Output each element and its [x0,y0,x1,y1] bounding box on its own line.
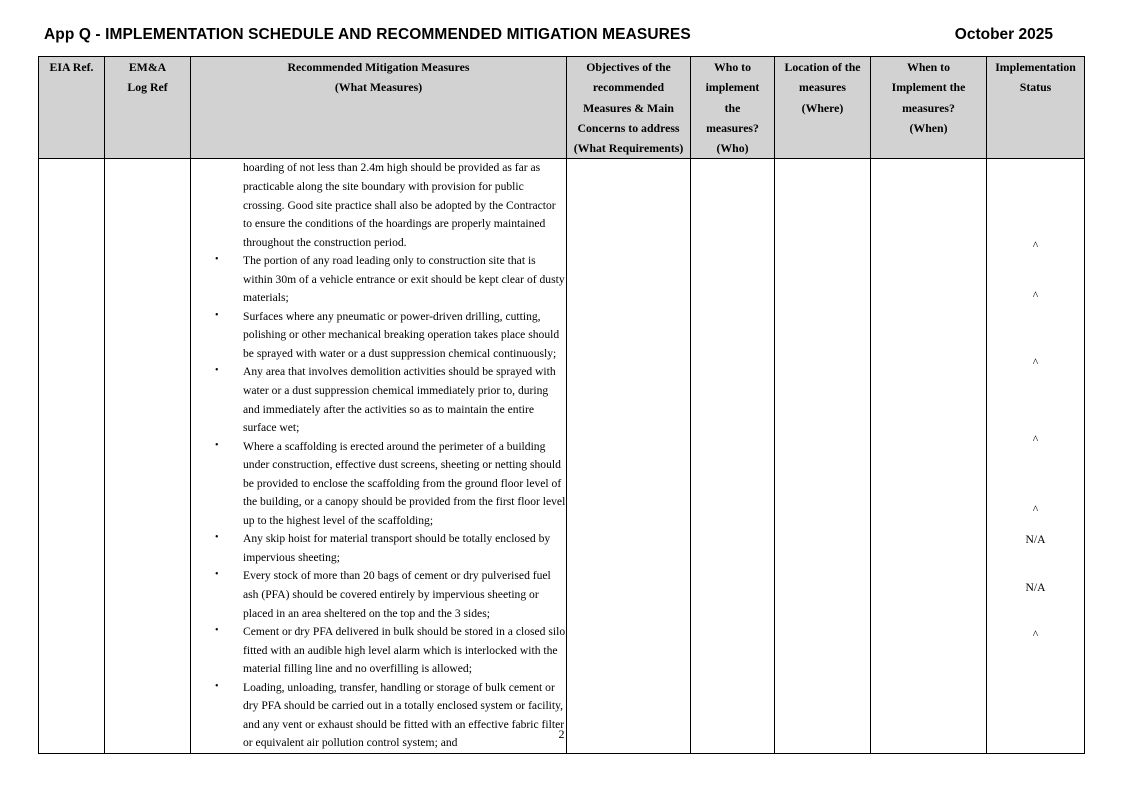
column-header-where-line3: (Where) [801,100,844,115]
list-item: • The portion of any road leading only to construction site that is within 30m of a vehicle entrance or exit should be kept clear of dusty materials; [243,252,566,308]
list-item: • Loading, unloading, transfer, handling or storage of bulk cement or dry PFA should be carried out in a totally enclosed system or facility, and any vent or exhaust should be fitted with an effective fabric filter or equivalent air pollution control system; and [243,679,566,753]
column-header-eia-ref [39,57,105,159]
column-header-where-line1: Location of the [784,60,861,74]
column-header-implementation-status [987,57,1085,159]
table-header [39,57,1085,159]
column-header-who-line3: the [724,100,741,115]
list-item: • Where a scaffolding is erected around the perimeter of a building under construction, effective dust screens, sheeting or netting should be provided to enclose the scaffolding from the ground floor level of the building, or a canopy should be provided from the first floor level up to the highest level of the scaffolding; [243,438,566,531]
column-header-measures-line2: (What Measures) [334,80,423,95]
column-header-where [775,57,871,159]
column-header-who-line4: measures? [706,120,759,135]
column-header-who-line5: (Who) [716,141,749,156]
status-badge: ^ [1032,356,1039,370]
column-header-measures-line1: Recommended Mitigation Measures [287,60,470,74]
cell-where [775,159,871,754]
column-header-objectives-line3: Measures & Main [583,100,674,115]
header-date: October 2025 [954,26,1053,43]
list-item: • Cement or dry PFA delivered in bulk should be stored in a closed silo fitted with an audible high level alarm which is interlocked with the material filling line and no overfilling is allowed; [243,623,566,679]
header-title: App Q - IMPLEMENTATION SCHEDULE AND RECOMMENDED MITIGATION MEASURES [44,26,691,43]
list-item: • Any area that involves demolition activities should be sprayed with water or a dust suppression chemical immediately prior to, during and immediately after the activities so as to maintain the entire surface wet; [243,363,566,437]
page-number: 2 [558,727,565,741]
column-header-objectives-line5: (What Requirements) [573,141,684,156]
status-badge: ^ [1032,628,1039,642]
column-header-measures [191,57,567,159]
column-header-when-line2: Implement the [891,80,966,95]
list-item: • Every stock of more than 20 bags of cement or dry pulverised fuel ash (PFA) should be covered entirely by impervious sheeting or placed in an area sheltered on the top and the 3 sides; [243,567,566,623]
column-header-who [691,57,775,159]
table-body [39,159,1085,754]
column-header-objectives-line2: recommended [592,80,665,95]
implementation-schedule-table [38,56,1085,754]
cell-objectives [567,159,691,754]
column-header-where-line2: measures [799,80,846,95]
cell-implementation-status [987,159,1085,754]
status-badge: N/A [1025,533,1046,547]
column-header-objectives-line1: Objectives of the [586,60,671,74]
status-badge: ^ [1032,503,1039,517]
column-header-emna-log-ref-line1: EM&A [128,60,167,74]
status-badge: ^ [1032,289,1039,303]
table-row [39,159,1085,754]
column-header-eia-ref-line1: EIA Ref. [49,60,94,74]
column-header-when-line4: (When) [909,120,948,135]
column-header-implementation-status-line2: Status [1019,80,1052,95]
cell-eia-ref [39,159,105,754]
page-footer [0,727,1123,742]
column-header-emna-log-ref-line2: Log Ref [127,80,168,95]
column-header-objectives [567,57,691,159]
list-item: • Any skip hoist for material transport should be totally enclosed by impervious sheeting; [243,530,566,567]
cell-recommended-mitigation-measures [191,159,567,754]
cell-when [871,159,987,754]
measures-intro-paragraph: hoarding of not less than 2.4m high should be provided as far as practicable along the site boundary with provision for public crossing. Good site practice shall also be adopted by the Contractor to ensure the conditions of the hoardings are properly maintained throughout the construction period. [243,161,556,249]
table-header-row [39,57,1085,159]
column-header-when-line3: measures? [902,100,955,115]
cell-emna-log-ref [105,159,191,754]
column-header-implementation-status-line1: Implementation [995,60,1076,74]
cell-who [691,159,775,754]
status-badge: N/A [1025,581,1046,595]
column-header-emna-log-ref [105,57,191,159]
column-header-who-line1: Who to [713,60,752,74]
column-header-when-line1: When to [907,60,950,74]
status-badge: ^ [1032,433,1039,447]
column-header-when [871,57,987,159]
measures-bullet-list [191,252,566,753]
column-header-objectives-line4: Concerns to address [577,120,680,135]
page-header [38,26,1085,44]
status-badge: ^ [1032,239,1039,253]
column-header-who-line2: implement [705,80,760,95]
list-item: • Surfaces where any pneumatic or power-driven drilling, cutting, polishing or other mechanical breaking operation takes place should be sprayed with water or a dust suppression chemical continuously; [243,308,566,364]
